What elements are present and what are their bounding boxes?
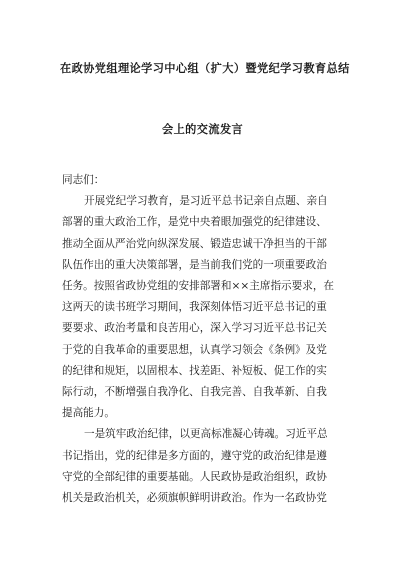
document-title-line-1: 在政协党组理论学习中心组（扩大）暨党纪学习教育总结: [60, 61, 350, 75]
paragraph-line: 一是筑牢政治纪律，以更高标准凝心铸魂。习近平总: [84, 428, 328, 441]
paragraph-line: 任务。按照省政协党组的安排部署和××主席指示要求，在: [62, 280, 335, 293]
paragraph-line: 这两天的读书班学习期间，我深刻体悟习近平总书记的重: [62, 301, 327, 314]
paragraph-2: [62, 424, 352, 509]
document-title-line-2: 会上的交流发言: [162, 122, 244, 136]
paragraph-line: 于党的自我革命的重要思想，认真学习领会《条例》及党: [62, 343, 327, 356]
document-body: [62, 170, 352, 509]
paragraph-line: 提高能力。: [62, 407, 115, 420]
paragraph-line: 推动全面从严治党向纵深发展、锻造忠诚干净担当的干部: [62, 237, 327, 250]
paragraph-line: 要要求、政治考量和良苦用心，深入学习习近平总书记关: [62, 322, 327, 335]
paragraph-line: 队伍作出的重大决策部署，是当前我们党的一项重要政治: [62, 258, 327, 271]
salutation: 同志们：: [62, 174, 105, 186]
paragraph-line: 守党的全部纪律的重要基础。人民政协是政治组织，政协: [62, 470, 327, 483]
paragraph-line: 书记指出，党的纪律是多方面的，遵守党的政治纪律是遵: [62, 449, 327, 462]
paragraph-line: 部署的重大政治工作，是党中央着眼加强党的纪律建设、: [62, 216, 327, 229]
paragraph-line: 机关是政治机关，必须旗帜鲜明讲政治。作为一名政协党: [62, 492, 327, 505]
paragraph-line: 的纪律和规矩，以固根本、找差距、补短板、促工作的实: [62, 364, 327, 377]
paragraph-line: 际行动，不断增强自我净化、自我完善、自我革新、自我: [62, 386, 327, 399]
paragraph-1: [62, 191, 352, 424]
paragraph-line: 开展党纪学习教育，是习近平总书记亲自点题、亲自: [84, 195, 328, 208]
